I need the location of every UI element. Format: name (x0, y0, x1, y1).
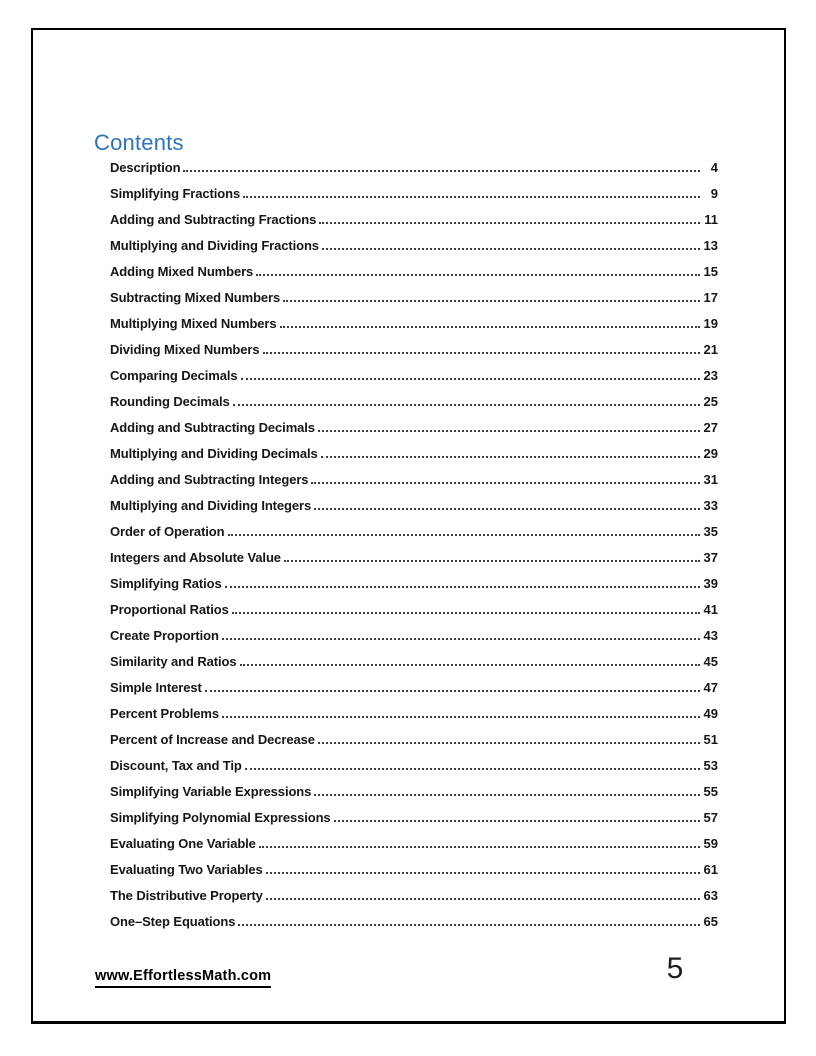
toc-entry-page-number: 63 (703, 888, 718, 903)
toc-dotted-leader (321, 456, 700, 458)
toc-dotted-leader (314, 794, 700, 796)
toc-entry[interactable] (110, 493, 718, 519)
toc-entry[interactable] (110, 805, 718, 831)
toc-entry-title: Similarity and Ratios (110, 654, 237, 669)
toc-dotted-leader (240, 664, 701, 666)
toc-entry[interactable] (110, 831, 718, 857)
toc-entry[interactable] (110, 753, 718, 779)
toc-dotted-leader (319, 222, 700, 224)
toc-entry-page-number: 27 (703, 420, 718, 435)
toc-entry[interactable] (110, 649, 718, 675)
toc-entry-title: Proportional Ratios (110, 602, 229, 617)
toc-dotted-leader (280, 326, 700, 328)
toc-dotted-leader (318, 742, 700, 744)
toc-entry-page-number: 29 (703, 446, 718, 461)
toc-entry-title: Multiplying and Dividing Integers (110, 498, 312, 513)
toc-entry-title: Percent Problems (110, 706, 219, 721)
toc-dotted-leader (183, 170, 700, 172)
toc-dotted-leader (266, 898, 700, 900)
toc-entry[interactable] (110, 181, 718, 207)
toc-list (110, 155, 718, 935)
toc-entry[interactable] (110, 519, 718, 545)
toc-entry[interactable] (110, 155, 718, 181)
toc-entry[interactable] (110, 337, 718, 363)
toc-entry-page-number: 11 (704, 212, 718, 227)
toc-entry[interactable] (110, 285, 718, 311)
toc-entry-title: Percent of Increase and Decrease (110, 732, 315, 747)
toc-entry-page-number: 65 (703, 914, 718, 929)
toc-entry-title: Create Proportion (110, 628, 219, 643)
toc-entry-page-number: 9 (710, 186, 718, 201)
toc-entry-title: Adding and Subtracting Decimals (110, 420, 315, 435)
toc-entry-page-number: 31 (703, 472, 718, 487)
toc-entry-page-number: 17 (703, 290, 718, 305)
toc-dotted-leader (222, 716, 700, 718)
toc-entry[interactable] (110, 909, 718, 935)
toc-dotted-leader (311, 482, 700, 484)
toc-entry-title: Discount, Tax and Tip (110, 758, 242, 773)
toc-entry-page-number: 35 (703, 524, 718, 539)
toc-dotted-leader (334, 820, 700, 822)
toc-entry[interactable] (110, 675, 718, 701)
toc-entry-page-number: 61 (703, 862, 718, 877)
toc-entry-title: Adding Mixed Numbers (110, 264, 254, 279)
toc-dotted-leader (222, 638, 700, 640)
toc-entry-title: Simplifying Variable Expressions (110, 784, 312, 799)
toc-entry-page-number: 37 (703, 550, 718, 565)
toc-entry[interactable] (110, 363, 718, 389)
toc-dotted-leader (238, 924, 700, 926)
toc-entry-page-number: 19 (703, 316, 718, 331)
toc-entry-page-number: 47 (703, 680, 718, 695)
toc-entry[interactable] (110, 259, 718, 285)
toc-entry[interactable] (110, 701, 718, 727)
toc-entry-title: Adding and Subtracting Integers (110, 472, 309, 487)
toc-entry-title: Simplifying Ratios (110, 576, 222, 591)
toc-dotted-leader (318, 430, 700, 432)
toc-dotted-leader (284, 560, 700, 562)
toc-dotted-leader (256, 274, 700, 276)
toc-entry[interactable] (110, 467, 718, 493)
toc-entry-page-number: 51 (703, 732, 718, 747)
toc-entry-title: Simplifying Polynomial Expressions (110, 810, 331, 825)
toc-entry-title: Evaluating One Variable (110, 836, 256, 851)
toc-entry-page-number: 23 (703, 368, 718, 383)
contents-heading: Contents (94, 130, 184, 155)
toc-entry[interactable] (110, 857, 718, 883)
toc-dotted-leader (228, 534, 701, 536)
footer-page-number: 5 (666, 952, 684, 985)
toc-entry-page-number: 43 (703, 628, 718, 643)
toc-entry-title: Subtracting Mixed Numbers (110, 290, 281, 305)
toc-entry-page-number: 33 (703, 498, 718, 513)
toc-dotted-leader (205, 690, 700, 692)
toc-entry-title: Integers and Absolute Value (110, 550, 281, 565)
toc-entry-title: Multiplying and Dividing Fractions (110, 238, 319, 253)
toc-dotted-leader (314, 508, 700, 510)
toc-dotted-leader (225, 586, 700, 588)
toc-dotted-leader (241, 378, 700, 380)
toc-entry-title: Rounding Decimals (110, 394, 230, 409)
toc-entry-page-number: 15 (703, 264, 718, 279)
toc-entry[interactable] (110, 623, 718, 649)
footer-website-link[interactable]: www.EffortlessMath.com (95, 968, 271, 988)
toc-entry-page-number: 59 (703, 836, 718, 851)
toc-dotted-leader (245, 768, 700, 770)
toc-entry-title: Simple Interest (110, 680, 202, 695)
toc-entry-title: Dividing Mixed Numbers (110, 342, 260, 357)
toc-entry-page-number: 25 (703, 394, 718, 409)
toc-entry[interactable] (110, 727, 718, 753)
toc-entry[interactable] (110, 311, 718, 337)
toc-entry[interactable] (110, 389, 718, 415)
toc-entry-page-number: 4 (710, 160, 718, 175)
toc-entry-page-number: 57 (703, 810, 718, 825)
toc-entry-page-number: 13 (703, 238, 718, 253)
toc-dotted-leader (322, 248, 700, 250)
toc-entry[interactable] (110, 597, 718, 623)
toc-dotted-leader (259, 846, 700, 848)
toc-entry-title: Evaluating Two Variables (110, 862, 263, 877)
toc-dotted-leader (283, 300, 700, 302)
toc-entry[interactable] (110, 207, 718, 233)
toc-entry[interactable] (110, 545, 718, 571)
toc-entry-page-number: 53 (703, 758, 718, 773)
toc-entry-page-number: 45 (703, 654, 718, 669)
toc-entry-page-number: 41 (703, 602, 718, 617)
toc-entry-page-number: 49 (703, 706, 718, 721)
toc-entry-title: Description (110, 160, 181, 175)
toc-entry-page-number: 39 (703, 576, 718, 591)
toc-entry-page-number: 55 (703, 784, 718, 799)
toc-entry-title: Comparing Decimals (110, 368, 238, 383)
toc-dotted-leader (233, 404, 700, 406)
toc-entry-title: The Distributive Property (110, 888, 263, 903)
toc-dotted-leader (243, 196, 700, 198)
toc-entry[interactable] (110, 779, 718, 805)
toc-entry[interactable] (110, 233, 718, 259)
toc-entry-title: Multiplying and Dividing Decimals (110, 446, 318, 461)
toc-entry-title: Simplifying Fractions (110, 186, 241, 201)
toc-entry-page-number: 21 (703, 342, 718, 357)
toc-entry[interactable] (110, 571, 718, 597)
toc-dotted-leader (266, 872, 700, 874)
toc-entry-title: One–Step Equations (110, 914, 236, 929)
toc-dotted-leader (232, 612, 700, 614)
toc-entry-title: Multiplying Mixed Numbers (110, 316, 277, 331)
toc-entry-title: Order of Operation (110, 524, 225, 539)
toc-dotted-leader (263, 352, 701, 354)
toc-entry[interactable] (110, 415, 718, 441)
toc-entry[interactable] (110, 883, 718, 909)
toc-entry-title: Adding and Subtracting Fractions (110, 212, 317, 227)
toc-entry[interactable] (110, 441, 718, 467)
